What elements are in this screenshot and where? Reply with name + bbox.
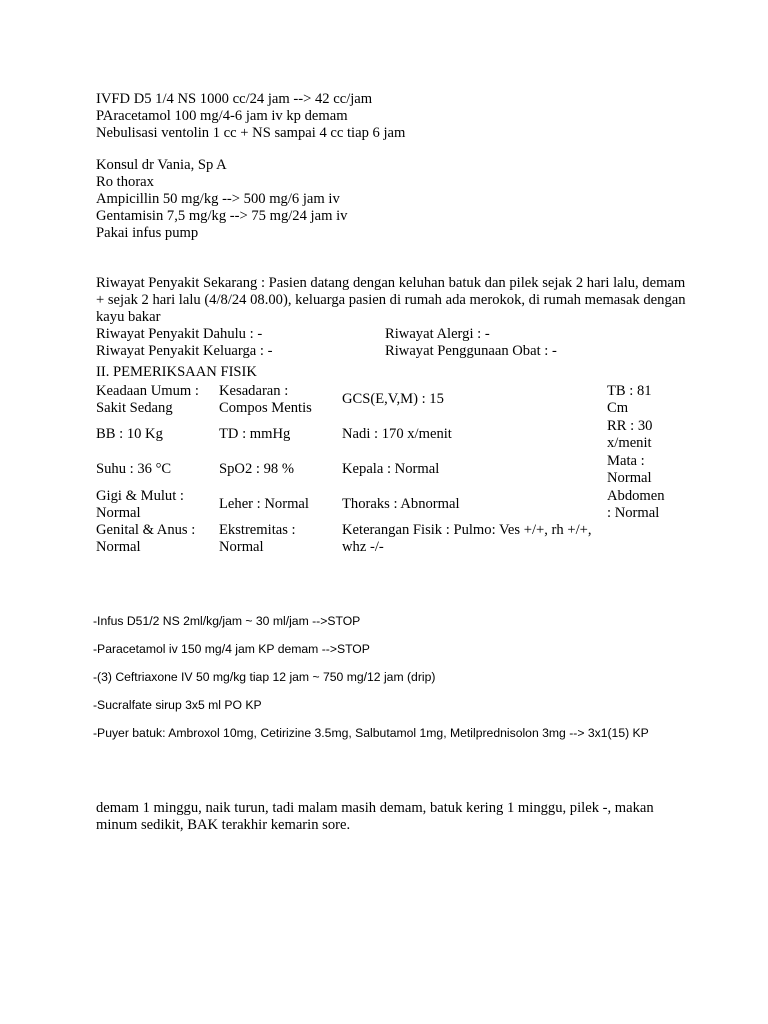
exam-cell: Thoraks : Abnormal — [342, 496, 460, 512]
order-line: Gentamisin 7,5 mg/kg --> 75 mg/24 jam iv — [96, 208, 348, 224]
exam-cell: TD : mmHg — [219, 426, 291, 442]
exam-cell: Abdomen : Normal — [607, 487, 665, 521]
exam-cell: Keterangan Fisik : Pulmo: Ves +/+, rh +/+, whz -/- — [342, 522, 592, 555]
medication-history: Riwayat Penggunaan Obat : - — [385, 343, 557, 359]
exam-row — [93, 487, 670, 522]
exam-cell — [604, 522, 670, 557]
allergy-history: Riwayat Alergi : - — [385, 326, 490, 342]
exam-cell: Keadaan Umum : Sakit Sedang — [96, 382, 199, 416]
exam-row — [93, 382, 670, 417]
exam-cell: Gigi & Mulut : Normal — [96, 487, 184, 521]
exam-cell: Genital & Anus : Normal — [96, 522, 196, 555]
consult-orders — [96, 157, 347, 242]
therapy-list — [93, 613, 683, 753]
current-illness-history: Riwayat Penyakit Sekarang : Pasien datang dengan keluhan batuk dan pilek sejak 2 hari lalu, demam + sejak 2 hari lalu (4/8/24 08.00), keluarga pasien di rumah ada merokok, di rumah memasak dengan kayu bakar — [96, 275, 686, 325]
exam-cell: Kesadaran : Compos Mentis — [219, 382, 312, 416]
therapy-item: -Puyer batuk: Ambroxol 10mg, Cetirizine 3.5mg, Salbutamol 1mg, Metilprednisolon 3mg --> 3x1(15) KP — [93, 726, 649, 740]
physical-exam-table — [93, 382, 670, 557]
initial-orders — [96, 91, 405, 142]
history-row — [96, 343, 686, 360]
complaint-note: demam 1 minggu, naik turun, tadi malam masih demam, batuk kering 1 minggu, pilek -, makan minum sedikit, BAK terakhir kemarin sore. — [96, 800, 654, 833]
therapy-item: -Sucralfate sirup 3x5 ml PO KP — [93, 698, 262, 712]
exam-section-title: II. PEMERIKSAAN FISIK — [96, 364, 257, 380]
therapy-item: -Paracetamol iv 150 mg/4 jam KP demam -->STOP — [93, 642, 370, 656]
exam-row — [93, 417, 670, 452]
order-line: Pakai infus pump — [96, 225, 199, 241]
order-line: Nebulisasi ventolin 1 cc + NS sampai 4 cc tiap 6 jam — [96, 125, 406, 141]
exam-cell: Leher : Normal — [219, 496, 309, 512]
order-line: Konsul dr Vania, Sp A — [96, 157, 227, 173]
family-illness-history: Riwayat Penyakit Keluarga : - — [96, 343, 273, 359]
exam-cell: Mata : Normal — [607, 452, 652, 486]
exam-cell: Nadi : 170 x/menit — [342, 426, 452, 442]
order-line: Ro thorax — [96, 174, 154, 190]
exam-cell: SpO2 : 98 % — [219, 461, 294, 477]
order-line: Ampicillin 50 mg/kg --> 500 mg/6 jam iv — [96, 191, 340, 207]
exam-cell: Ekstremitas : Normal — [219, 522, 296, 555]
exam-cell: BB : 10 Kg — [96, 426, 163, 442]
exam-cell: Kepala : Normal — [342, 461, 440, 477]
exam-cell: TB : 81 Cm — [607, 382, 652, 416]
order-line: PAracetamol 100 mg/4-6 jam iv kp demam — [96, 108, 348, 124]
exam-row — [93, 452, 670, 487]
therapy-item: -Infus D51/2 NS 2ml/kg/jam ~ 30 ml/jam -->STOP — [93, 614, 361, 628]
history-row — [96, 326, 686, 343]
medical-history — [96, 275, 686, 360]
therapy-item: -(3) Ceftriaxone IV 50 mg/kg tiap 12 jam ~ 750 mg/12 jam (drip) — [93, 670, 436, 684]
exam-cell: RR : 30 x/menit — [607, 417, 653, 451]
exam-cell: Suhu : 36 °C — [96, 461, 172, 477]
past-illness-history: Riwayat Penyakit Dahulu : - — [96, 326, 263, 342]
exam-row — [93, 522, 670, 557]
order-line: IVFD D5 1/4 NS 1000 cc/24 jam --> 42 cc/jam — [96, 91, 373, 107]
exam-cell: GCS(E,V,M) : 15 — [342, 391, 444, 407]
